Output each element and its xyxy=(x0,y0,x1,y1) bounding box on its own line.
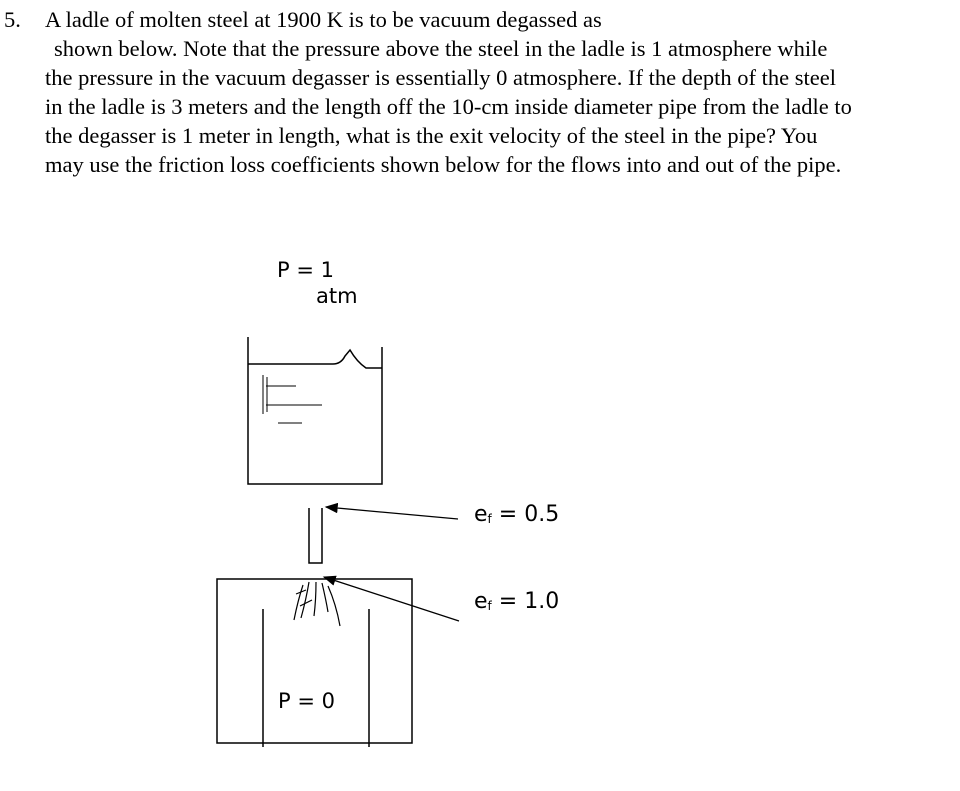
liquid-marks xyxy=(263,375,322,423)
problem-line: in the ladle is 3 meters and the length off the 10-cm inside diameter pipe from the ladle to xyxy=(45,94,852,119)
steel-surface xyxy=(248,350,382,368)
ladle-pressure-unit: atm xyxy=(316,284,358,303)
vacuum-degasser xyxy=(217,579,412,743)
problem-line: the pressure in the vacuum degasser is essentially 0 atmosphere. If the depth of the steel xyxy=(45,65,837,90)
exit-loss-subscript: f xyxy=(487,599,492,613)
steel-spray xyxy=(294,582,340,626)
exit-loss-label xyxy=(474,589,559,619)
entrance-loss-value: = 0.5 xyxy=(498,502,560,527)
exit-loss-symbol: e xyxy=(474,589,488,614)
ladle-vessel xyxy=(248,337,382,484)
ladle-pressure-label: P = 1 xyxy=(277,258,334,282)
problem-number: 5. xyxy=(4,7,21,32)
degasser-pressure-label: P = 0 xyxy=(278,689,335,713)
problem-line: may use the friction loss coefficients shown below for the flows into and out of the pipe. xyxy=(45,152,842,177)
entrance-loss-subscript: f xyxy=(487,512,492,526)
exit-loss-arrow xyxy=(324,577,459,621)
entrance-loss-arrow xyxy=(326,507,458,519)
problem-line: shown below. Note that the pressure above the steel in the ladle is 1 atmosphere while xyxy=(54,36,828,61)
problem-line: A ladle of molten steel at 1900 K is to be vacuum degassed as xyxy=(45,7,602,32)
exit-loss-value: = 1.0 xyxy=(498,589,560,614)
entrance-loss-label xyxy=(474,502,559,532)
entrance-loss-symbol: e xyxy=(474,502,488,527)
connecting-pipe xyxy=(309,508,322,563)
problem-line: the degasser is 1 meter in length, what is the exit velocity of the steel in the pipe? You xyxy=(45,123,818,148)
